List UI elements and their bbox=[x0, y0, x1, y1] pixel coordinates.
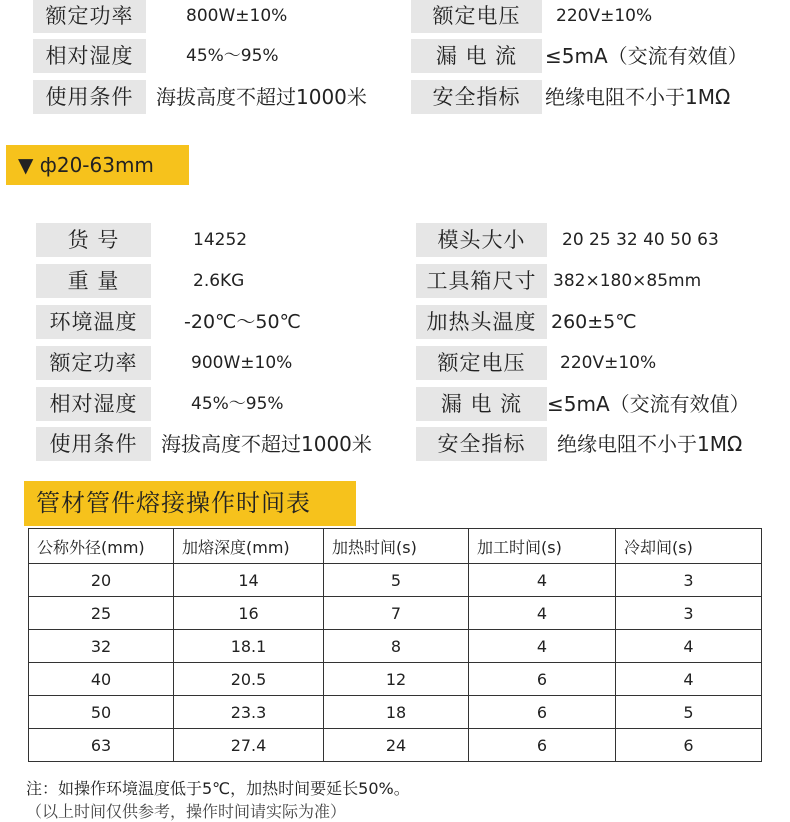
spec-value: 45%～95% bbox=[191, 394, 284, 414]
table-cell: 3 bbox=[616, 564, 762, 597]
spec-value: 20 25 32 40 50 63 bbox=[562, 230, 719, 250]
spec-value: ≤5mA（交流有效值） bbox=[547, 392, 750, 416]
spec-value: 220V±10% bbox=[556, 6, 653, 26]
table-cell: 63 bbox=[29, 729, 174, 762]
table-title: 管材管件熔接操作时间表 bbox=[24, 481, 356, 526]
table-cell: 7 bbox=[324, 597, 469, 630]
table-cell: 4 bbox=[469, 564, 616, 597]
spec-value: 220V±10% bbox=[560, 353, 657, 373]
table-header-cell: 加热时间(s) bbox=[324, 529, 469, 564]
table-cell: 18.1 bbox=[174, 630, 324, 663]
table-cell: 4 bbox=[616, 663, 762, 696]
spec-label: 工具箱尺寸 bbox=[416, 264, 547, 298]
spec-label: 使用条件 bbox=[36, 427, 151, 461]
table-cell: 24 bbox=[324, 729, 469, 762]
table-cell: 4 bbox=[616, 630, 762, 663]
table-cell: 50 bbox=[29, 696, 174, 729]
spec-label: 漏 电 流 bbox=[411, 39, 542, 73]
table-cell: 3 bbox=[616, 597, 762, 630]
table-note: 注：如操作环境温度低于5℃，加热时间要延长50%。 bbox=[26, 779, 410, 798]
table-header-cell: 加熔深度(mm) bbox=[174, 529, 324, 564]
spec-label: 安全指标 bbox=[411, 80, 542, 114]
spec-label: 额定电压 bbox=[416, 346, 547, 380]
spec-value: 900W±10% bbox=[191, 353, 293, 373]
spec-label: 货 号 bbox=[36, 223, 151, 257]
table-cell: 18 bbox=[324, 696, 469, 729]
spec-label: 相对湿度 bbox=[33, 39, 146, 73]
spec-label: 使用条件 bbox=[33, 80, 146, 114]
spec-label: 模头大小 bbox=[416, 223, 547, 257]
table-cell: 12 bbox=[324, 663, 469, 696]
table-row bbox=[29, 729, 762, 762]
table-cell: 8 bbox=[324, 630, 469, 663]
table-header-row bbox=[29, 529, 762, 564]
table-cell: 5 bbox=[324, 564, 469, 597]
spec-label: 额定功率 bbox=[33, 0, 146, 33]
table-cell: 6 bbox=[616, 729, 762, 762]
table-cell: 6 bbox=[469, 696, 616, 729]
table-row bbox=[29, 630, 762, 663]
spec-label: 重 量 bbox=[36, 264, 151, 298]
table-row bbox=[29, 597, 762, 630]
spec-value: 800W±10% bbox=[186, 6, 288, 26]
spec-label: 额定功率 bbox=[36, 346, 151, 380]
table-header-cell: 冷却间(s) bbox=[616, 529, 762, 564]
spec-label: 环境温度 bbox=[36, 305, 151, 339]
table-row bbox=[29, 564, 762, 597]
spec-value: 45%～95% bbox=[186, 46, 279, 66]
table-note-secondary: （以上时间仅供参考，操作时间请实际为准） bbox=[26, 802, 347, 821]
spec-value: 382×180×85mm bbox=[553, 271, 702, 291]
table-cell: 6 bbox=[469, 663, 616, 696]
spec-value: 260±5℃ bbox=[551, 311, 637, 333]
spec-value: 海拔高度不超过1000米 bbox=[156, 85, 367, 109]
table-cell: 6 bbox=[469, 729, 616, 762]
spec-value: -20℃～50℃ bbox=[184, 311, 301, 333]
spec-label: 额定电压 bbox=[411, 0, 542, 33]
operation-time-table bbox=[28, 528, 762, 762]
spec-value: 绝缘电阻不小于1MΩ bbox=[545, 85, 731, 109]
table-cell: 23.3 bbox=[174, 696, 324, 729]
spec-value: 海拔高度不超过1000米 bbox=[161, 432, 372, 456]
table-header-cell: 公称外径(mm) bbox=[29, 529, 174, 564]
table-header-cell: 加工时间(s) bbox=[469, 529, 616, 564]
table-cell: 20 bbox=[29, 564, 174, 597]
spec-value: 绝缘电阻不小于1MΩ bbox=[557, 432, 743, 456]
table-cell: 14 bbox=[174, 564, 324, 597]
table-cell: 5 bbox=[616, 696, 762, 729]
table-cell: 27.4 bbox=[174, 729, 324, 762]
spec-label: 安全指标 bbox=[416, 427, 547, 461]
section-banner: ▼ ф20-63mm bbox=[6, 145, 189, 185]
table-cell: 20.5 bbox=[174, 663, 324, 696]
table-cell: 4 bbox=[469, 597, 616, 630]
spec-value: 14252 bbox=[193, 230, 248, 250]
table-cell: 16 bbox=[174, 597, 324, 630]
spec-label: 漏 电 流 bbox=[416, 387, 547, 421]
table-cell: 25 bbox=[29, 597, 174, 630]
table-cell: 40 bbox=[29, 663, 174, 696]
table-cell: 32 bbox=[29, 630, 174, 663]
spec-label: 加热头温度 bbox=[416, 305, 547, 339]
table-row bbox=[29, 663, 762, 696]
spec-value: ≤5mA（交流有效值） bbox=[545, 44, 748, 68]
spec-value: 2.6KG bbox=[193, 271, 245, 291]
spec-label: 相对湿度 bbox=[36, 387, 151, 421]
table-cell: 4 bbox=[469, 630, 616, 663]
table-row bbox=[29, 696, 762, 729]
